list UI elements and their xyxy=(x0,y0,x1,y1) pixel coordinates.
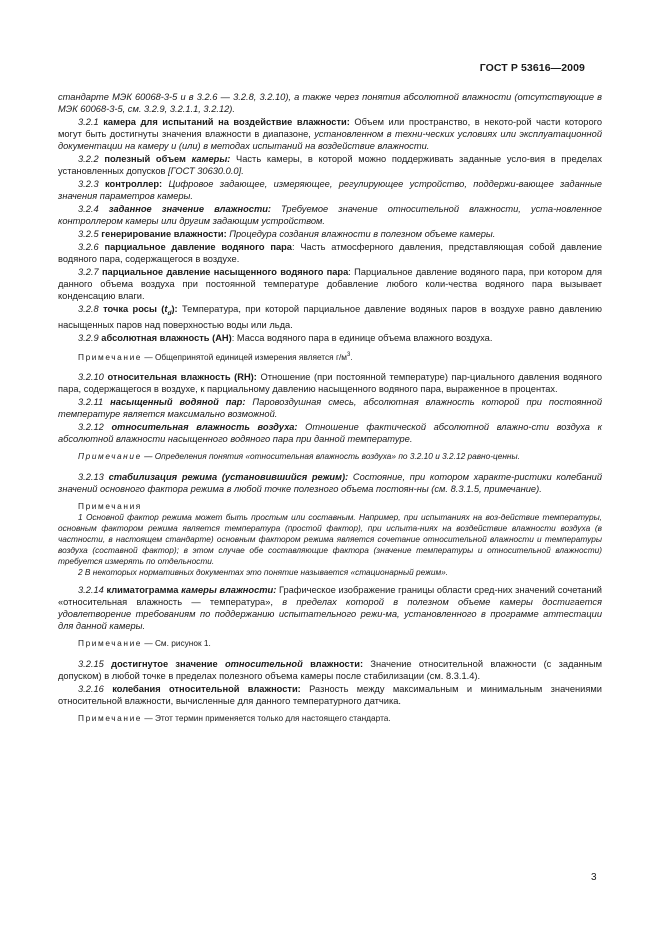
definition-3-2-16: 3.2.16 колебания относительной влажности: Разность между максимальным и минимальным значениями относительной влажности, вычисленные для данного температурного датчика. xyxy=(58,683,602,706)
definition-3-2-7: 3.2.7 парциальное давление насыщенного водяного пара: Парциальное давление водяного пара, при котором для данного объема воздуха при постоянной температуре добавление любого коли-чества водяного пара вызывает конденсацию влаги. xyxy=(58,267,602,301)
note-item-1: 1 Основной фактор режима может быть простым или составным. Например, при испытаниях на воз-действие температуры, основным фактором режима является температура (простой фактор), при испыта-ниях на воздействие влажности воздуха (в частности, в настоящем стандарте) основным фактором режима является сочетание относительной влажности и температуры воздуха (составной фактор); в этом случае обе составляющие фактора (значение температуры и относительной влажности) требуется измерять по отдельности. xyxy=(58,511,602,566)
page-number: 3 xyxy=(591,872,597,883)
definition-3-2-14: 3.2.14 климатограмма камеры влажности: Графическое изображение границы области сред-них значений сочетаний «относительная влажность — температура», в пределах которой в полезном объеме камеры достигается удовлетворение требованиям по поддержанию испытательного режи-ма, установленного в программе аттестации для данной камеры. xyxy=(58,585,602,632)
definition-3-2-2: 3.2.2 полезный объем камеры: Часть камеры, в которой можно поддерживать заданные усло-вия в пределах установленных допусков [ГОСТ 30630.0.0]. xyxy=(58,153,602,176)
note-scope: Примечание — Этот термин применяется только для настоящего стандарта. xyxy=(78,712,391,723)
definition-3-2-9: 3.2.9 абсолютная влажность (АН): Масса водяного пара в единице объема влажного воздуха. xyxy=(78,332,493,343)
paragraph-continuation: стандарте МЭК 60068-3-5 и в 3.2.6 — 3.2.8, 3.2.10), а также через понятия абсолютной влажности (отсутствующие в МЭК 60068-3-5, см. 3.2.9, 3.2.1.1, 3.2.12). xyxy=(58,92,602,114)
definition-3-2-4: 3.2.4 заданное значение влажности: Требуемое значение относительной влажности, уста-новленное контроллером камеры или другим задающим устройством. xyxy=(58,203,602,226)
document-id-header: ГОСТ Р 53616—2009 xyxy=(479,62,585,74)
note-unit: Примечание — Общепринятой единицей измерения является $г/м^3$. xyxy=(78,351,353,362)
note-item-2: 2 В некоторых нормативных документах это понятие называется «стационарный режим». xyxy=(78,566,449,577)
definition-3-2-15: 3.2.15 достигнутое значение относительной влажности: Значение относительной влажности (с заданным допуском) в любой точке в пределах полезного объема камеры после стабилизации (см. 8.3.1.4). xyxy=(58,658,602,681)
note-equivalence: Примечание — Определения понятия «относительная влажность воздуха» по 3.2.10 и 3.2.12 равно-ценны. xyxy=(78,451,520,462)
definition-3-2-13: 3.2.13 стабилизация режима (установившийся режим): Состояние, при котором характе-ристики колебаний значений основного фактора режима в любой точке полезного объема постоян-ны (см. 8.3.1.5, примечание). xyxy=(58,472,602,494)
definition-3-2-3: 3.2.3 контроллер: Цифровое задающее, измеряющее, регулирующее устройство, поддержи-вающее заданные значения параметров камеры. xyxy=(58,178,602,201)
definition-3-2-8: 3.2.8 точка росы $(t_d)$: Температура, при которой парциальное давление водяных паров в воздухе равно давлению насыщенных паров над поверхностью воды или льда. xyxy=(58,303,602,330)
definition-3-2-10: 3.2.10 относительная влажность (RH): Отношение (при постоянной температуре) пар-циального давления водяного пара, содержащегося в воздухе, к парциальному давлению насыщенного водяного пара, выраженное в процентах. xyxy=(58,372,603,395)
definition-3-2-6: 3.2.6 парциальное давление водяного пара: Часть атмосферного давления, представляющая собой давление водяного пара, содержащегося в воздухе. xyxy=(58,242,602,264)
page-body xyxy=(58,92,602,734)
definition-3-2-5: 3.2.5 генерирование влажности: Процедура создания влажности в полезном объеме камеры. xyxy=(78,228,496,239)
definition-3-2-11: 3.2.11 насыщенный водяной пар: Паровоздушная смесь, абсолютная влажность которой при постоянной температуре является максимально возможной. xyxy=(58,397,602,420)
notes-heading: Примечания xyxy=(78,501,142,512)
note-figure-ref: Примечание — См. рисунок 1. xyxy=(78,638,211,649)
definition-3-2-12: 3.2.12 относительная влажность воздуха: Отношение фактической абсолютной влажно-сти воздуха к абсолютной влажности насыщенного водяного пара при данной температуре. xyxy=(58,422,602,445)
definition-3-2-1: 3.2.1 камера для испытаний на воздействие влажности: Объем или пространство, в некото-рой части которого могут быть достигнуты значения влажности в диапазоне, установленном в техни-ческих условиях или эксплуатационной документации на камеру и (или) в методах испытаний на воздействие влажности. xyxy=(58,117,603,151)
